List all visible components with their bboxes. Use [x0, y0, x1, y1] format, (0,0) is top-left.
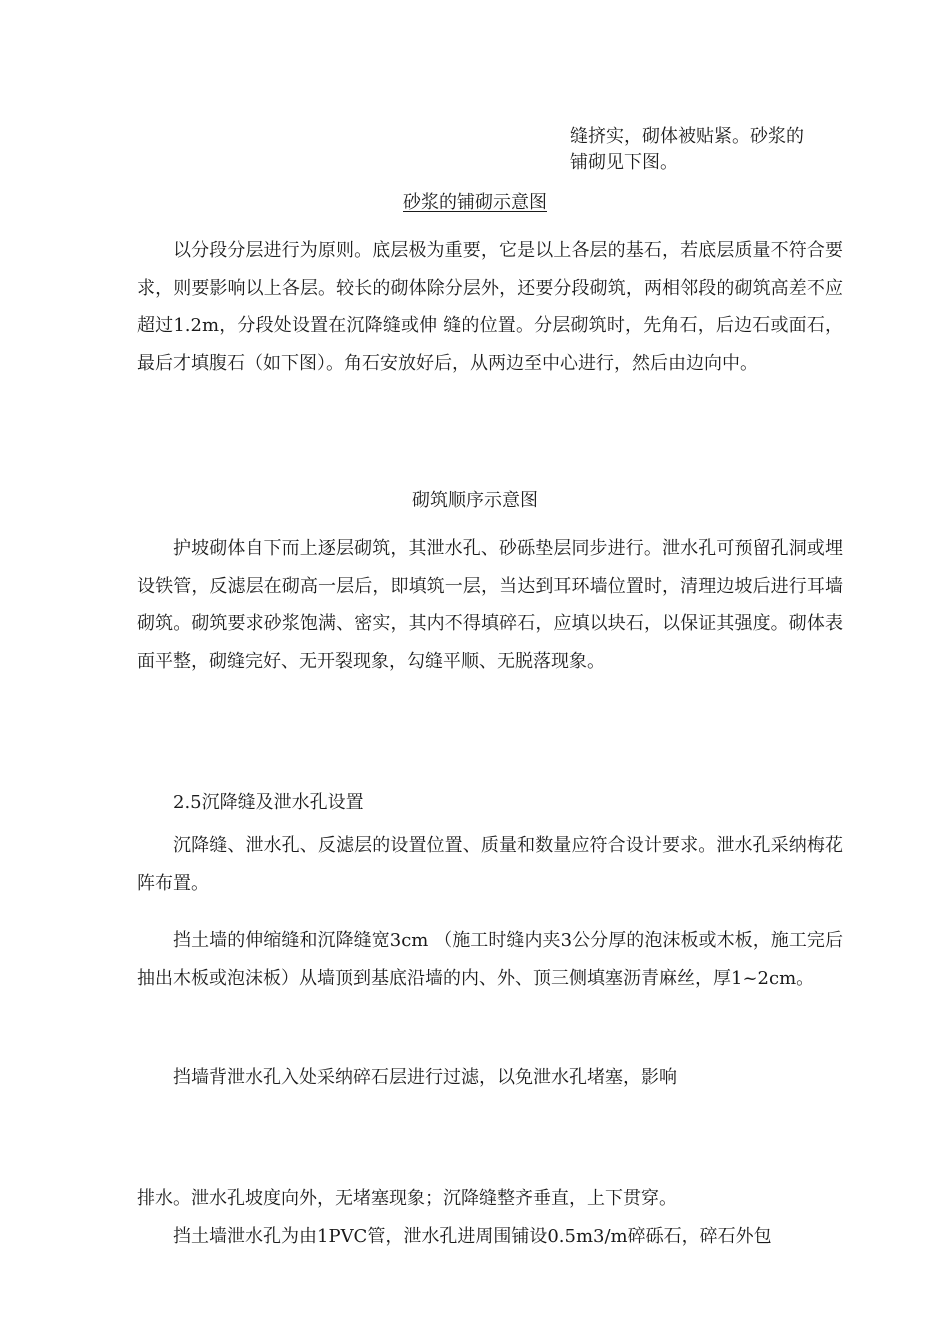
paragraph-slope-protection: 护坡砌体自下而上逐层砌筑，其泄水孔、砂砾垫层同步进行。泄水孔可预留孔洞或埋设铁管，反滤层在砌高一层后，即填筑一层，当达到耳环墙位置时，清理边坡后进行耳墙砌筑。砌筑要求砂浆饱满、密实，其内不得填碎石，应填以块石，以保证其强度。砌体表面平整，砌缝完好、无开裂现象，勾缝平顺、无脱落现象。: [137, 538, 843, 672]
figure-caption-masonry-order: 砌筑顺序示意图: [412, 490, 538, 511]
figure-caption-mortar-laying-text: 砂浆的铺砌示意图: [403, 192, 547, 213]
paragraph-drain-filter: 挡墙背泄水孔入处采纳碎石层进行过滤，以免泄水孔堵塞，影响: [173, 1067, 677, 1088]
top-note: [570, 124, 870, 176]
paragraph-expansion-joint: 挡土墙的伸缩缝和沉降缝宽3cm （施工时缝内夹3公分厚的泡沫板或木板，施工完后抽出木板或泡沫板）从墙顶到基底沿墙的内、外、顶三侧填塞沥青麻丝，厚1~2cm。: [137, 930, 843, 989]
top-note-line-1: 缝挤实，砌体被贴紧。砂浆的: [570, 126, 804, 147]
section-heading-2-5: 2.5沉降缝及泄水孔设置: [173, 792, 364, 813]
paragraph-drain-slope: 排水。泄水孔坡度向外，无堵塞现象；沉降缝整齐垂直，上下贯穿。: [137, 1188, 677, 1209]
top-note-line-2: 铺砌见下图。: [570, 152, 678, 173]
figure-caption-mortar-laying: [0, 190, 950, 216]
paragraph-pvc-drain: 挡土墙泄水孔为由1PVC管，泄水孔进周围铺设0.5m3/m碎砾石，碎石外包: [173, 1226, 772, 1247]
paragraph-layered-masonry: 以分段分层进行为原则。底层极为重要，它是以上各层的基石，若底层质量不符合要求，则要影响以上各层。较长的砌体除分层外，还要分段砌筑，两相邻段的砌筑高差不应超过1.2m，分段处设置在沉降缝或伸 缝的位置。分层砌筑时，先角石，后边石或面石，最后才填腹石（如下图）。角石安放好后，从两边至中心进行，然后由边向中。: [137, 240, 843, 374]
paragraph-settlement-joint-requirements: 沉降缝、泄水孔、反滤层的设置位置、质量和数量应符合设计要求。泄水孔采纳梅花阵布置。: [137, 835, 843, 894]
